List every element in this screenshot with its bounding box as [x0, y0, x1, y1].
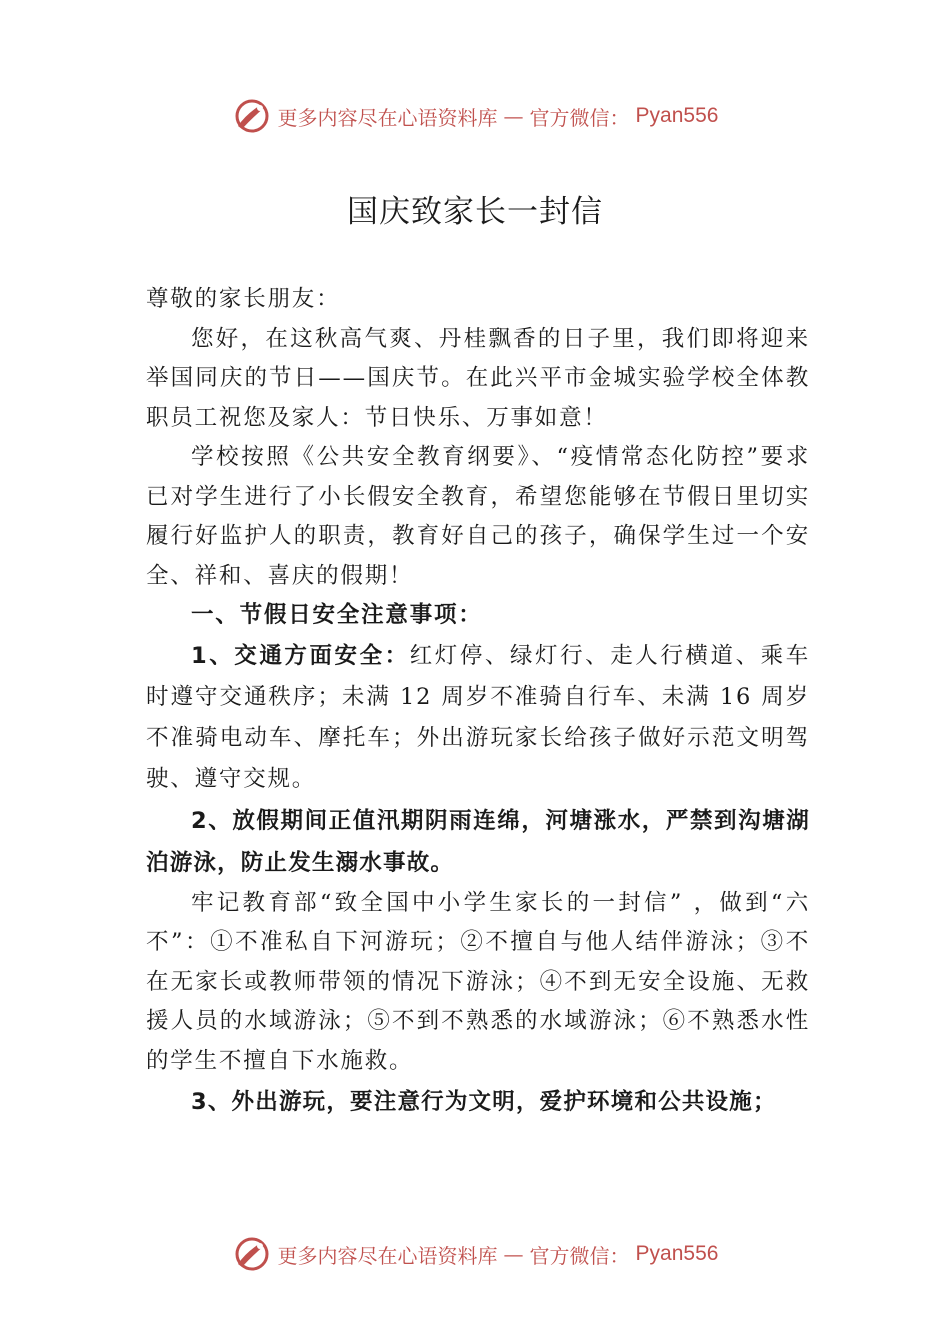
watermark-dash: — [503, 104, 524, 128]
item-traffic [146, 636, 810, 800]
page-title: 国庆致家长一封信 [347, 194, 603, 230]
watermark-text: 更多内容尽在心语资料库 [277, 1243, 498, 1268]
item-traffic-text: 红灯停、绿灯行、走人行横道、乘车时遵守交通秩序；未满 12 周岁不准骑自行车、未满 16 周岁不准骑电动车、摩托车；外出游玩家长给孩子做好示范文明驾驶、遵守交规。 [146, 642, 810, 792]
watermark-wechat-label: 官方微信： [529, 1243, 630, 1268]
header-watermark [0, 96, 950, 136]
pen-logo-icon [232, 1234, 272, 1274]
watermark-wechat-id: Pyan556 [635, 1242, 719, 1265]
watermark-wechat-id: Pyan556 [635, 104, 719, 127]
paragraph-six-rules: 牢记教育部“致全国中小学生家长的一封信” ，做到“六不”：①不准私自下河游玩；②不擅自与他人结伴游泳；③不在无家长或教师带领的情况下游泳；④不到无安全设施、无救援人员的水域游泳；⑤不到不熟悉的水域游泳；⑥不熟悉水性的学生不擅自下水施救。 [146, 889, 810, 1074]
watermark-dash: — [503, 1242, 524, 1266]
pen-logo-icon [232, 96, 272, 136]
letter-body [146, 280, 810, 1123]
item-outing: 3、外出游玩，要注意行为文明，爱护环境和公共设施； [191, 1089, 777, 1115]
item-traffic-label: 1、交通方面安全： [191, 642, 410, 669]
watermark-text: 更多内容尽在心语资料库 [277, 105, 498, 130]
paragraph-safety-education: 学校按照《公共安全教育纲要》、“疫情常态化防控”要求已对学生进行了小长假安全教育，希望您能够在节假日里切实履行好监护人的职责，教育好自己的孩子，确保学生过一个安全、祥和、喜庆的假期！ [146, 444, 810, 589]
salutation: 尊敬的家长朋友： [146, 286, 341, 312]
section-heading: 一、节假日安全注意事项： [191, 602, 483, 628]
paragraph-greeting: 您好，在这秋高气爽、丹桂飘香的日子里，我们即将迎来举国同庆的节日——国庆节。在此兴平市金城实验学校全体教职员工祝您及家人：节日快乐、万事如意！ [146, 325, 810, 431]
footer-watermark [0, 1234, 950, 1274]
watermark-wechat-label: 官方微信： [529, 105, 630, 130]
item-flood-warning: 2、放假期间正值汛期阴雨连绵，河塘涨水，严禁到沟塘湖泊游泳，防止发生溺水事故。 [146, 807, 810, 876]
